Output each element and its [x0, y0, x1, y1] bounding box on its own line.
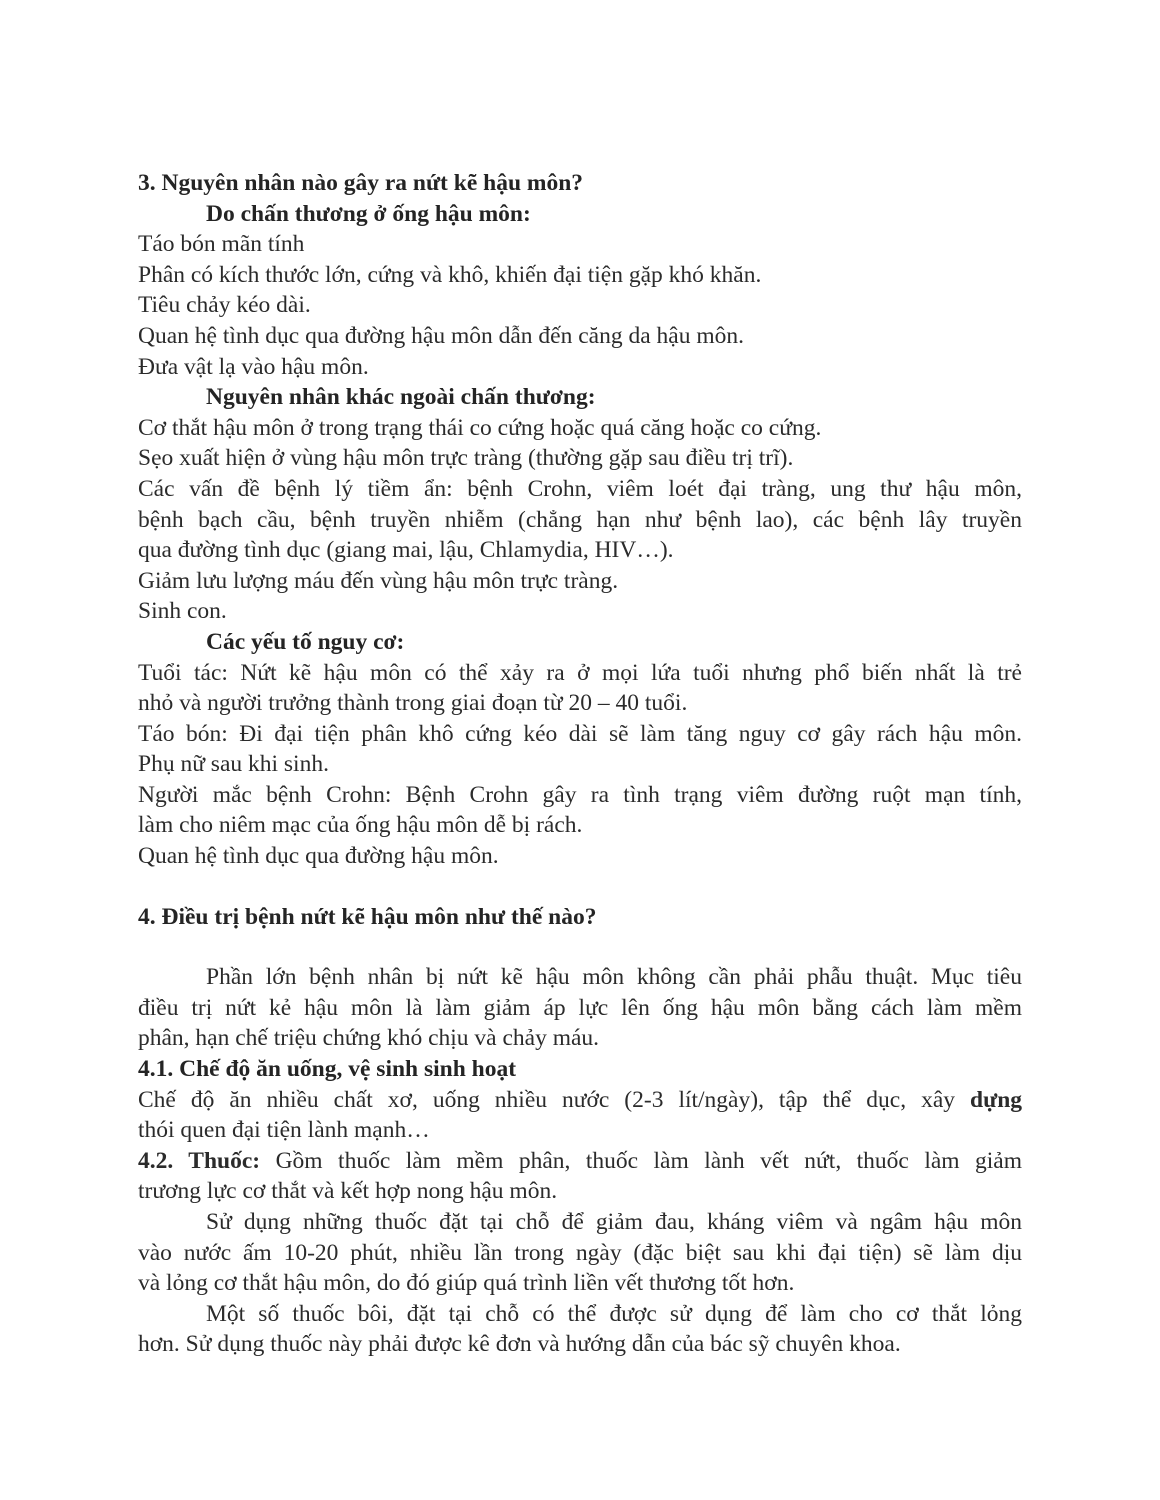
intro-paragraph-cont: điều trị nứt kẻ hậu môn là làm giảm áp lực lên ống hậu môn bằng cách làm mềm [138, 994, 1022, 1021]
section-4-heading: 4. Điều trị bệnh nứt kẽ hậu môn như thế nào? [138, 903, 597, 930]
subsection-4-2-text-cont: trương lực cơ thắt và kết hợp nong hậu môn. [138, 1178, 558, 1205]
other-cause-item-cont: qua đường tình dục (giang mai, lậu, Chlamydia, HIV…). [138, 537, 674, 564]
paragraph-ointment: Một số thuốc bôi, đặt tại chỗ có thể được sử dụng để làm cho cơ thắt lỏng [206, 1300, 1022, 1327]
paragraph-ointment-cont: hơn. Sử dụng thuốc này phải được kê đơn và hướng dẫn của bác sỹ chuyên khoa. [138, 1331, 901, 1358]
subsection-4-1-heading: 4.1. Chế độ ăn uống, vệ sinh sinh hoạt [138, 1056, 517, 1083]
section-3-heading: 3. Nguyên nhân nào gây ra nứt kẽ hậu môn? [138, 170, 584, 196]
trauma-item: Quan hệ tình dục qua đường hậu môn dẫn đến căng da hậu môn. [138, 322, 744, 349]
risk-item-cont: nhỏ và người trưởng thành trong giai đoạn từ 20 – 40 tuổi. [138, 690, 688, 717]
subsection-4-1-bold-word: dựng [970, 1086, 1023, 1113]
spacer [138, 932, 1022, 962]
subsection-4-1-text [138, 1085, 1022, 1116]
risk-item: Quan hệ tình dục qua đường hậu môn. [138, 843, 499, 870]
trauma-item: Táo bón mãn tính [138, 231, 305, 258]
subsection-4-2-text-body: Gồm thuốc làm mềm phân, thuốc làm lành vết nứt, thuốc làm giảm [275, 1147, 1023, 1174]
trauma-item: Phân có kích thước lớn, cứng và khô, khiến đại tiện gặp khó khăn. [138, 261, 762, 288]
trauma-item: Tiêu chảy kéo dài. [138, 292, 311, 319]
risk-item-cont: làm cho niêm mạc của ống hậu môn dễ bị rách. [138, 812, 583, 839]
other-cause-item-cont: bệnh bạch cầu, bệnh truyền nhiễm (chẳng hạn như bệnh lao), các bệnh lây truyền [138, 506, 1022, 533]
other-cause-item: Cơ thắt hậu môn ở trong trạng thái co cứng hoặc quá căng hoặc co cứng. [138, 414, 822, 441]
trauma-item: Đưa vật lạ vào hậu môn. [138, 353, 369, 380]
subsection-4-1-text-cont: thói quen đại tiện lành mạnh… [138, 1117, 430, 1144]
subsection-4-1-text-pre: Chế độ ăn nhiều chất xơ, uống nhiều nước (2-3 lít/ngày), tập thể dục, xây [138, 1086, 956, 1113]
subheading-trauma: Do chấn thương ở ống hậu môn: [206, 200, 531, 227]
other-cause-item: Sẹo xuất hiện ở vùng hậu môn trực tràng (thường gặp sau điều trị trĩ). [138, 445, 794, 472]
paragraph-topical-cont: vào nước ấm 10-20 phút, nhiều lần trong ngày (đặc biệt sau khi đại tiện) sẽ làm dịu [138, 1239, 1022, 1266]
subsection-4-2-text [138, 1146, 1022, 1177]
intro-paragraph-cont: phân, hạn chế triệu chứng khó chịu và chảy máu. [138, 1025, 600, 1052]
other-cause-item: Các vấn đề bệnh lý tiềm ẩn: bệnh Crohn, viêm loét đại tràng, ung thư hậu môn, [138, 475, 1022, 502]
risk-item: Người mắc bệnh Crohn: Bệnh Crohn gây ra tình trạng viêm đường ruột mạn tính, [138, 781, 1022, 808]
subheading-risk-factors: Các yếu tố nguy cơ: [206, 628, 405, 655]
other-cause-item: Giảm lưu lượng máu đến vùng hậu môn trực tràng. [138, 567, 619, 594]
intro-paragraph: Phần lớn bệnh nhân bị nứt kẽ hậu môn không cần phải phẫu thuật. Mục tiêu [206, 964, 1022, 991]
risk-item: Táo bón: Đi đại tiện phân khô cứng kéo dài sẽ làm tăng nguy cơ gây rách hậu môn. [138, 720, 1022, 747]
risk-item: Phụ nữ sau khi sinh. [138, 751, 329, 778]
paragraph-topical-cont: và lỏng cơ thắt hậu môn, do đó giúp quá trình liền vết thương tốt hơn. [138, 1270, 795, 1297]
subsection-4-2-label: 4.2. Thuốc: [138, 1147, 261, 1174]
subheading-other-causes: Nguyên nhân khác ngoài chấn thương: [206, 384, 596, 411]
other-cause-item: Sinh con. [138, 598, 227, 625]
risk-item: Tuổi tác: Nứt kẽ hậu môn có thể xảy ra ở mọi lứa tuổi nhưng phổ biến nhất là trẻ [138, 659, 1022, 686]
spacer [138, 872, 1022, 902]
paragraph-topical: Sử dụng những thuốc đặt tại chỗ để giảm đau, kháng viêm và ngâm hậu môn [206, 1209, 1022, 1235]
